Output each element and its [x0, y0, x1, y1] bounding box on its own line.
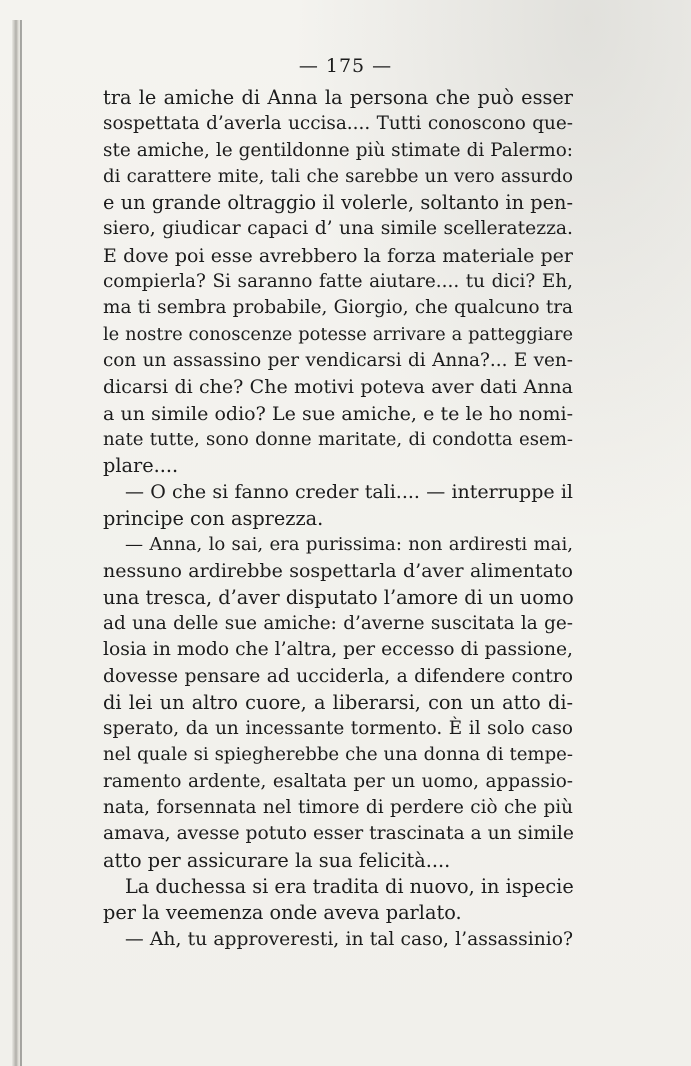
text-line: ste amiche, le gentildonne più stimate di Palermo:: [103, 139, 573, 161]
text-line: di carattere mite, tali che sarebbe un vero assurdo: [103, 165, 573, 187]
text-line: di lei un altro cuore, a liberarsi, con un atto di-: [103, 690, 573, 714]
text-line: compierla? Si saranno fatte aiutare.... tu dici? Eh,: [103, 271, 573, 293]
text-line: atto per assicurare la sua felicità....: [103, 848, 451, 872]
text-line: losia in modo che l’altra, per eccesso di passione,: [103, 639, 573, 661]
text-line: — Anna, lo sai, era purissima: non ardiresti mai,: [125, 534, 573, 556]
text-line: e un grande oltraggio il volerle, soltanto in pen-: [103, 191, 573, 215]
text-line: con un assassino per vendicarsi di Anna?... E ven-: [103, 349, 573, 371]
text-line: ma ti sembra probabile, Giorgio, che qualcuno tra: [103, 297, 573, 319]
text-line: una tresca, d’aver disputato l’amore di un uomo: [103, 585, 574, 609]
body-text: [103, 85, 573, 953]
page-binding-edge: [12, 20, 21, 1066]
text-line: per la veemenza onde aveva parlato.: [103, 901, 462, 925]
text-line: plare....: [103, 454, 179, 478]
text-line: siero, giudicar capaci d’ una simile scelleratezza.: [103, 218, 573, 240]
text-line: dicarsi di che? Che motivi poteva aver dati Anna: [103, 376, 573, 399]
text-line: — O che si fanno creder tali.... — interruppe il: [125, 481, 573, 504]
text-line: E dove poi esse avrebbero la forza materiale per: [103, 244, 573, 267]
text-line: nate tutte, sono donne maritate, di condotta esem-: [103, 428, 573, 450]
text-line: dovesse pensare ad ucciderla, a difendere contro: [103, 665, 573, 687]
text-line: tra le amiche di Anna la persona che può esser: [103, 86, 573, 109]
text-line: nata, forsennata nel timore di perdere ciò che più: [103, 797, 573, 819]
text-line: nessuno ardirebbe sospettarla d’aver alimentato: [103, 560, 573, 583]
text-line: a un simile odio? Le sue amiche, e te le ho nomi-: [103, 402, 573, 425]
text-line: amava, avesse potuto esser trascinata a un simile: [103, 823, 574, 845]
text-line: principe con asprezza.: [103, 506, 324, 530]
text-line: — Ah, tu approveresti, in tal caso, l’assassinio?: [125, 928, 573, 950]
text-line: nel quale si spiegherebbe che una donna di tempe-: [103, 744, 573, 766]
page-number: — 175 —: [298, 55, 393, 77]
text-line: ramento ardente, esaltata per un uomo, appassio-: [103, 770, 573, 792]
text-line: La duchessa si era tradita di nuovo, in ispecie: [125, 874, 574, 898]
text-line: ad una delle sue amiche: d’averne suscitata la ge-: [103, 612, 573, 634]
text-line: le nostre conoscenze potesse arrivare a patteggiare: [103, 323, 573, 345]
text-line: sospettata d’averla uccisa.... Tutti conoscono que-: [103, 113, 573, 135]
text-line: sperato, da un incessante tormento. È il solo caso: [103, 718, 573, 740]
